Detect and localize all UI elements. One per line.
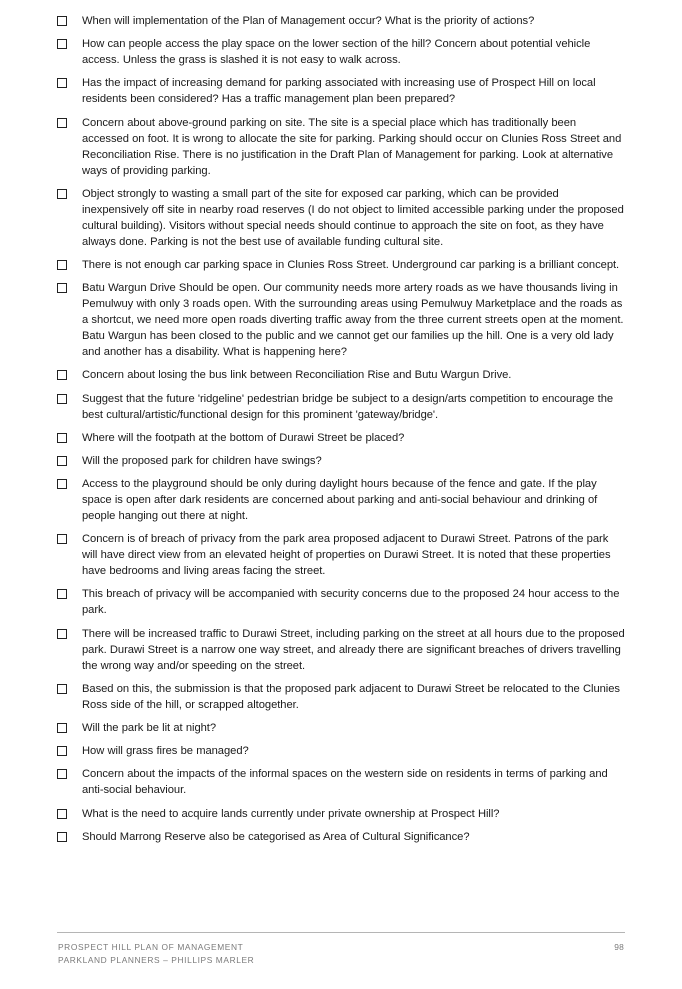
list-item [57, 36, 625, 68]
list-item-text: Where will the footpath at the bottom of Durawi Street be placed? [82, 431, 405, 444]
list-item-text: How can people access the play space on the lower section of the hill? Concern about potential vehicle access. Unless the grass is slashed it is not easy to walk across. [82, 38, 591, 67]
list-item-text: Object strongly to wasting a small part of the site for exposed car parking, which can be provided inexpensively off site in nearby road reserves (I do not object to limited accessible parking under the proposed cultural building). Visitors without special needs should continue to approach the site on foot, as they have always done. Parking is not the best use of available funding cultural site. [82, 187, 624, 248]
list-item [57, 766, 625, 798]
list-item-text: Has the impact of increasing demand for parking associated with increasing use of Prospect Hill on local residents been considered? Has a traffic management plan been prepared? [82, 77, 596, 106]
list-item-text: Will the proposed park for children have swings? [82, 454, 322, 467]
list-item-text: Will the park be lit at night? [82, 722, 217, 734]
checkbox-bullet-icon [57, 534, 67, 544]
checkbox-bullet-icon [57, 832, 67, 842]
list-item [57, 626, 625, 674]
list-item [57, 391, 625, 423]
list-item-text: Concern about the impacts of the informal spaces on the western side on residents in terms of parking and anti-social behaviour. [82, 768, 608, 797]
checkbox-bullet-icon [57, 16, 67, 26]
list-item [57, 430, 625, 446]
list-item [57, 531, 625, 579]
checkbox-bullet-icon [57, 684, 67, 694]
checkbox-bullet-icon [57, 479, 67, 489]
checkbox-bullet-icon [57, 394, 67, 404]
checkbox-bullet-icon [57, 283, 67, 293]
footer-author: PARKLAND PLANNERS – PHILLIPS MARLER [58, 954, 255, 965]
list-item [57, 257, 625, 273]
checkbox-bullet-icon [57, 456, 67, 466]
list-item [57, 367, 625, 383]
checkbox-bullet-icon [57, 370, 67, 380]
list-item [57, 115, 625, 179]
list-item-text: When will implementation of the Plan of Management occur? What is the priority of actions? [82, 15, 535, 27]
list-item-text: There is not enough car parking space in Clunies Ross Street. Underground car parking is a brilliant concept. [82, 258, 620, 271]
page-footer [58, 941, 624, 966]
list-item-text: Should Marrong Reserve also be categorised as Area of Cultural Significance? [82, 830, 470, 843]
list-item-text: Batu Wargun Drive Should be open. Our community needs more artery roads as we have thousands living in Pemulwuy with only 3 roads open. With the surrounding areas using Pemulwuy Marketplace and the roads as a shortcut, we need more open roads diverting traffic away from the three current streets open at the moment. Batu Wargun has been closed to the public and we cannot get our families up the hill. One is a very old lady and another has a disability. What is happening here? [82, 282, 624, 359]
list-item-text: There will be increased traffic to Durawi Street, including parking on the street at all hours due to the proposed park. Durawi Street is a narrow one way street, and already there are significant breaches of drivers travelling the wrong way and/or speeding on the street. [82, 627, 625, 672]
list-item [57, 75, 625, 107]
checkbox-bullet-icon [57, 589, 67, 599]
checkbox-bullet-icon [57, 433, 67, 443]
checkbox-bullet-icon [57, 39, 67, 49]
list-item [57, 681, 625, 713]
list-item-text: Concern about losing the bus link between Reconciliation Rise and Butu Wargun Drive. [82, 369, 512, 382]
list-item-text: How will grass fires be managed? [82, 745, 249, 758]
list-item-text: Based on this, the submission is that the proposed park adjacent to Durawi Street be relocated to the Clunies Ross side of the hill, or scrapped altogether. [82, 682, 620, 711]
checkbox-bullet-icon [57, 260, 67, 270]
list-item [57, 720, 625, 736]
list-item [57, 743, 625, 759]
checkbox-bullet-icon [57, 809, 67, 819]
list-item [57, 453, 625, 469]
checkbox-bullet-icon [57, 78, 67, 88]
list-item [57, 13, 625, 29]
submission-list [57, 13, 625, 852]
list-item-text: Access to the playground should be only during daylight hours because of the fence and gate. If the play space is open after dark residents are concerned about parking and anti-social behaviour and drinking of people hanging out there at night. [82, 478, 598, 523]
checkbox-bullet-icon [57, 769, 67, 779]
list-item [57, 829, 625, 845]
list-item [57, 186, 625, 250]
footer-divider [57, 932, 625, 933]
checkbox-bullet-icon [57, 118, 67, 128]
list-item [57, 280, 625, 360]
checkbox-bullet-icon [57, 189, 67, 199]
checkbox-bullet-icon [57, 746, 67, 756]
list-item-text: Concern is of breach of privacy from the park area proposed adjacent to Durawi Street. Patrons of the park will have direct view from an elevated height of properties on Durawi Street. It is noted that these properties have bedrooms and living areas facing the street. [82, 533, 611, 578]
footer-document-title: PROSPECT HILL PLAN OF MANAGEMENT [58, 942, 244, 952]
list-item [57, 476, 625, 524]
page-number: 98 [614, 942, 624, 952]
list-item [57, 806, 625, 822]
list-item-text: This breach of privacy will be accompanied with security concerns due to the proposed 24 hour access to the park. [82, 588, 620, 617]
list-item-text: What is the need to acquire lands currently under private ownership at Prospect Hill? [82, 807, 500, 820]
checkbox-bullet-icon [57, 723, 67, 733]
list-item [57, 586, 625, 618]
checkbox-bullet-icon [57, 629, 67, 639]
list-item-text: Concern about above-ground parking on site. The site is a special place which has traditionally been accessed on foot. It is wrong to allocate the site for parking. Parking should occur on Clunies Ross Street and Reconciliation Rise. There is no justification in the Draft Plan of Management for parking. Look at alternative ways of providing parking. [82, 116, 622, 177]
list-item-text: Suggest that the future 'ridgeline' pedestrian bridge be subject to a design/arts competition to encourage the best cultural/artistic/functional design for this prominent 'gateway/bridge'. [82, 392, 614, 421]
